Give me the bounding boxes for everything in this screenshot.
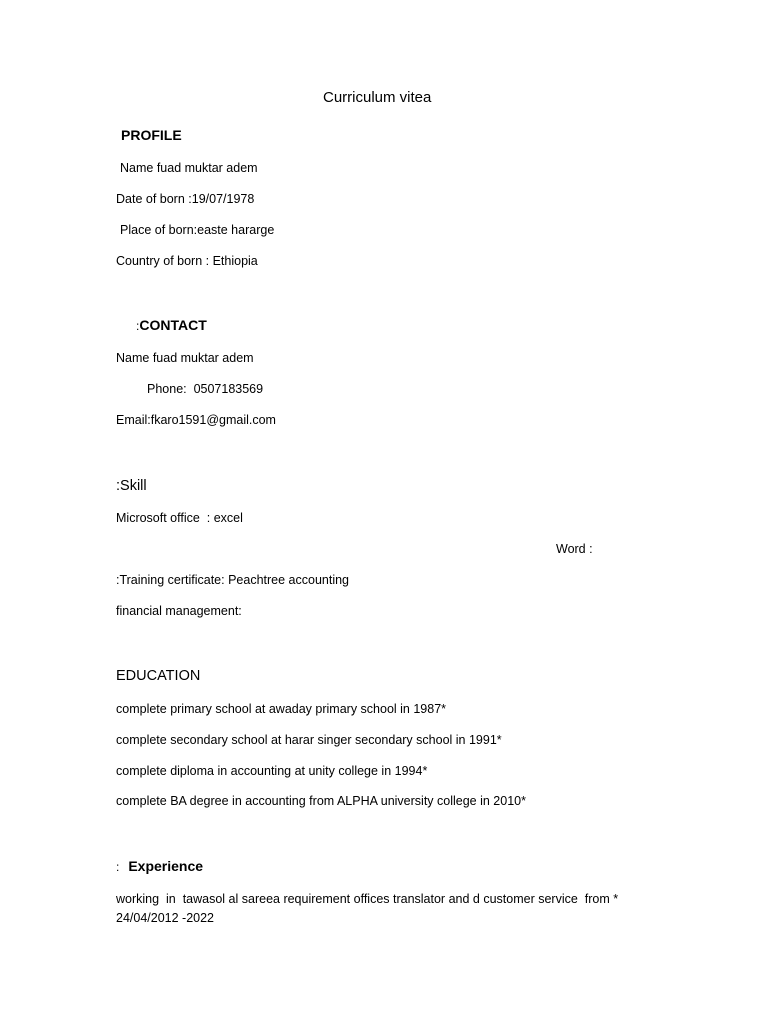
profile-country-of-born: Country of born : Ethiopia — [116, 254, 258, 268]
contact-phone: Phone: 0507183569 — [147, 382, 264, 396]
profile-date-of-born: Date of born :19/07/1978 — [116, 192, 255, 206]
contact-email: Email:fkaro1591@gmail.com — [116, 413, 276, 427]
document-title: Curriculum vitea — [323, 89, 432, 106]
education-item: complete BA degree in accounting from ALPHA university college in 2010* — [116, 794, 526, 808]
experience-heading-label: Experience — [128, 858, 204, 874]
experience-line-1: working in tawasol al sareea requirement offices translator and d customer service from * — [116, 892, 619, 906]
education-heading: EDUCATION — [116, 668, 201, 684]
contact-heading — [136, 316, 207, 335]
profile-place-of-born: Place of born:easte hararge — [120, 223, 275, 237]
education-item: complete secondary school at harar singer secondary school in 1991* — [116, 733, 502, 747]
contact-name: Name fuad muktar adem — [116, 351, 254, 365]
skill-word: Word : — [556, 542, 593, 556]
skill-ms-office: Microsoft office : excel — [116, 511, 243, 525]
contact-heading-label: CONTACT — [139, 317, 207, 333]
education-item: complete primary school at awaday primary school in 1987* — [116, 702, 447, 716]
profile-name: Name fuad muktar adem — [120, 161, 258, 175]
skill-financial: financial management: — [116, 604, 242, 618]
experience-heading — [116, 857, 203, 876]
profile-heading: PROFILE — [121, 127, 182, 143]
skill-heading: :Skill — [116, 478, 147, 494]
experience-line-2: 24/04/2012 -2022 — [116, 911, 215, 925]
education-item: complete diploma in accounting at unity college in 1994* — [116, 764, 428, 778]
contact-heading-prefix: : — [136, 319, 140, 333]
experience-heading-prefix: : — [116, 860, 120, 874]
skill-training: :Training certificate: Peachtree accounting — [116, 573, 349, 587]
